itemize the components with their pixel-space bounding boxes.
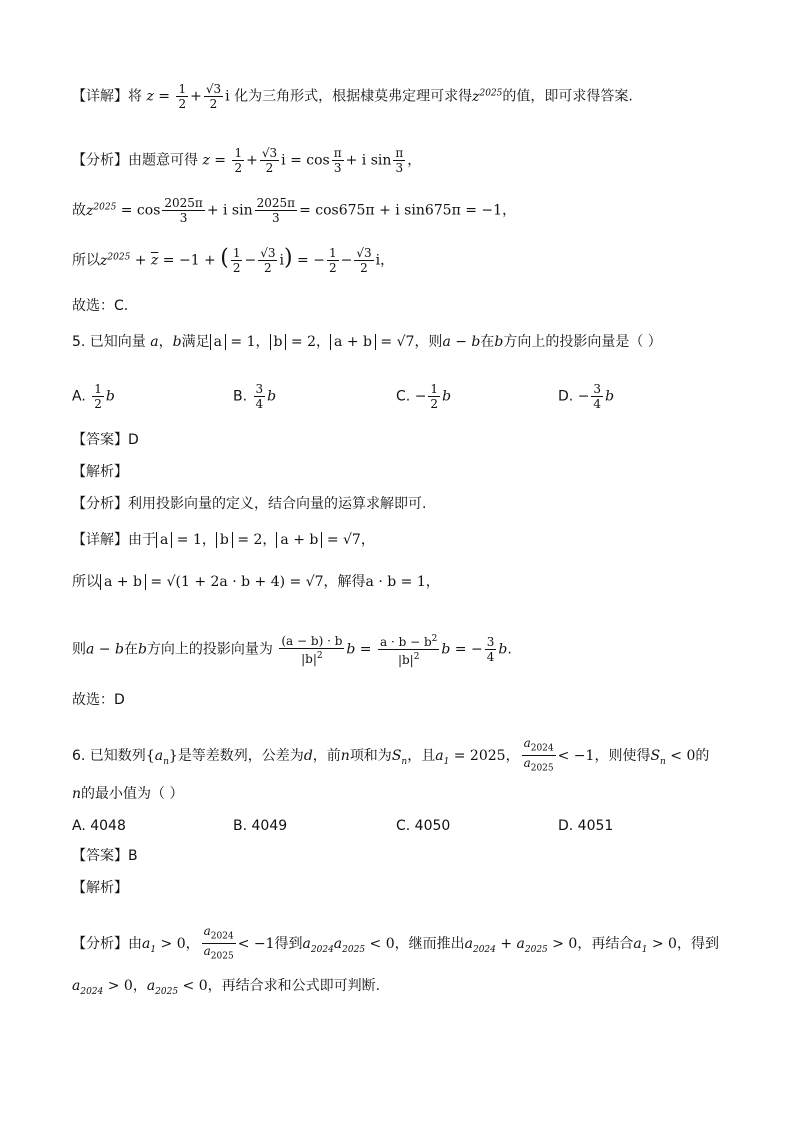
formula: z xyxy=(146,88,154,105)
fraction: $\frac{√3}{2}$ xyxy=(205,82,222,111)
analysis-line-3: 所以$z^{2025} + \overline{z} = -1$ + ( $\frac{1}{2}$ − $\frac{√3}{2}$ i) = − $\frac{1}{2}$ − $\frac{√3}{2}$ i， xyxy=(72,245,395,275)
q6-fenxi-line-2: $a_{2024} > 0$，$a_{2025} < 0$，再结合求和公式即可判断. xyxy=(72,978,381,997)
q5-jiexi: 【解析】 xyxy=(72,464,128,480)
q6-option-a: A. 4048 xyxy=(72,818,126,834)
q5-detail-line-2: 所以 a + b = √(1 + 2a · b + 4) = √7，解得a · b = 1， xyxy=(72,574,440,590)
q6-option-c: C. 4050 xyxy=(396,818,451,834)
line-prefix: 所以 xyxy=(72,252,100,269)
q5-detail-line-1: 【详解】由于 a = 1， b = 2， a + b = √7， xyxy=(72,532,375,548)
q6-stem-line-2: n的最小值为（ ） xyxy=(72,786,184,802)
q6-stem: 6. 已知数列$\{a_n\}$是等差数列，公差为d，前n项和为$S_n$，且$a_1 = 2025$， $\frac{a_{2024}}{a_{2025}}$ < −1，则使得$S_n < 0$的 xyxy=(72,736,710,774)
q5-option-a: A. $\frac{1}{2}$ b xyxy=(72,382,115,411)
q6-option-b: B. 4049 xyxy=(233,818,288,834)
q5-stem: 5. 已知向量 a，b满足 a = 1， b = 2， a + b = √7，则a − b在b方向上的投影向量是（ ） xyxy=(72,334,662,350)
q5-answer: 【答案】D xyxy=(72,432,139,448)
q6-fenxi-line-1: 【分析】由$a_1 > 0$， $\frac{a_{2024}}{a_{2025}}$ < −1得到$a_{2024}a_{2025} < 0$，继而推出$a_{2024} + a_{2025} > 0$，再结合$a_1 > 0$，得到 xyxy=(72,924,719,962)
detail-mid: 化为三角形式，根据棣莫弗定理可求得 xyxy=(234,88,473,105)
q6-jiexi: 【解析】 xyxy=(72,880,128,896)
q5-detail-line-3: 则a − b在b方向上的投影向量为 $\frac{(a - b) \cdot b}{|b|^2}$ b = $\frac{a \cdot b - b^2}{|b|^2}$ b = − $\frac{3}{4}$ b. xyxy=(72,633,512,667)
analysis-line-2: 故$z^{2025} = \cos$ $\frac{2025\pi}{3}$ + i sin $\frac{2025\pi}{3}$ = cos675π + i sin675π = −1， xyxy=(72,196,517,225)
detail-prefix: 【详解】将 xyxy=(72,88,142,105)
q5-choose: 故选：D xyxy=(72,692,125,708)
line-prefix: 故 xyxy=(72,202,86,219)
analysis-line-1: 【分析】由题意可得 z = $\frac{1}{2}$ + $\frac{√3}{2}$ i = cos $\frac{\pi}{3}$ + i sin $\frac{\pi}{3}$ ， xyxy=(72,146,422,175)
choose-c: 故选：C. xyxy=(72,298,129,314)
q5-fenxi: 【分析】利用投影向量的定义，结合向量的运算求解即可. xyxy=(72,496,427,512)
q5-option-d: D. − $\frac{3}{4}$ b xyxy=(558,382,615,411)
q5-option-b: B. $\frac{3}{4}$ b xyxy=(233,382,277,411)
q6-option-d: D. 4051 xyxy=(558,818,614,834)
q5-option-c: C. − $\frac{1}{2}$ b xyxy=(396,382,452,411)
q6-answer: 【答案】B xyxy=(72,848,138,864)
fraction: $\frac{1}{2}$ xyxy=(178,82,187,111)
formula: $z^{2025}$ xyxy=(472,87,503,105)
analysis-prefix: 【分析】由题意可得 xyxy=(72,152,198,169)
detail-paragraph-1: 【详解】将 z = $\frac{1}{2}$ + $\frac{√3}{2}$ i 化为三角形式，根据棣莫弗定理可求得$z^{2025}$的值，即可求得答案. xyxy=(72,82,633,111)
detail-suffix: 的值，即可求得答案. xyxy=(502,88,633,105)
